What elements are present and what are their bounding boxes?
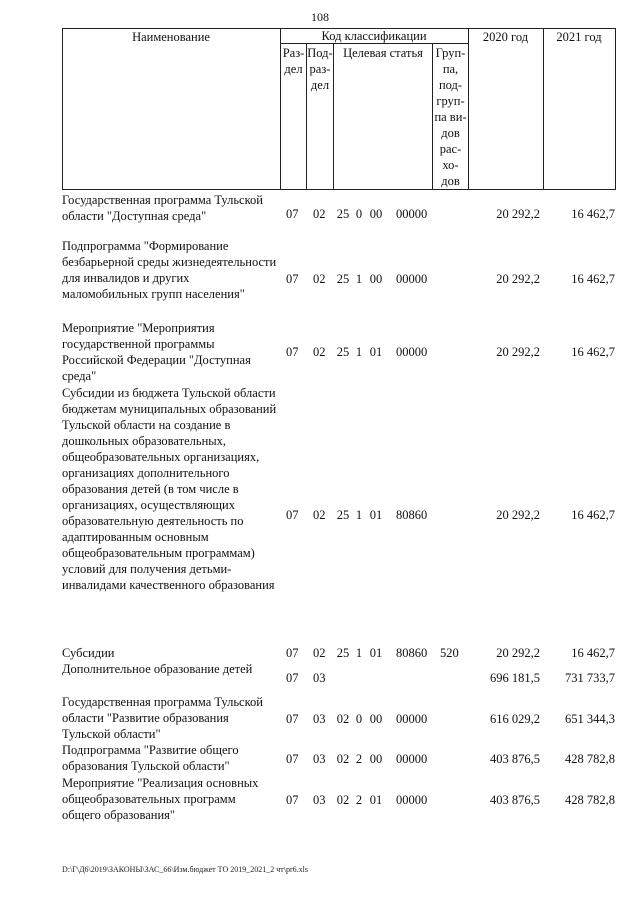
row-target-program: 25 (336, 508, 350, 522)
row-razdel: 07 (286, 752, 299, 766)
row-target-sub: 2 (355, 752, 363, 766)
header-target: Целевая статья (343, 46, 423, 60)
row-target-program: 02 (336, 793, 350, 807)
row-target-sub: 0 (355, 207, 363, 221)
header-vline (62, 28, 63, 190)
row-podrazdel: 02 (313, 345, 326, 359)
row-target-main: 01 (369, 508, 383, 522)
page-number: 108 (311, 10, 329, 24)
row-2021-value: 428 782,8 (565, 793, 615, 807)
row-target-program: 25 (336, 646, 350, 660)
row-podrazdel: 02 (313, 646, 326, 660)
row-2020-value: 696 181,5 (490, 671, 540, 685)
row-razdel: 07 (286, 793, 299, 807)
header-2021: 2021 год (556, 30, 602, 44)
row-2020-value: 20 292,2 (496, 272, 540, 286)
header-vline (615, 28, 616, 190)
row-target-main: 00 (369, 752, 383, 766)
row-target-main: 01 (369, 646, 383, 660)
row-razdel: 07 (286, 272, 299, 286)
row-podrazdel: 03 (313, 671, 326, 685)
header-podrazdel: Под- раз- дел (307, 46, 333, 92)
row-2020-value: 20 292,2 (496, 508, 540, 522)
header-razdel: Раз- дел (282, 46, 305, 76)
row-target-program: 25 (336, 272, 350, 286)
row-target-main: 00 (369, 712, 383, 726)
row-target-program: 02 (336, 712, 350, 726)
row-name: Субсидии (62, 646, 115, 660)
row-target-sub: 1 (355, 272, 363, 286)
row-2021-value: 731 733,7 (565, 671, 615, 685)
table-header (0, 0, 640, 190)
header-vline (333, 43, 334, 190)
row-target-direction: 00000 (396, 752, 428, 766)
row-target-main: 01 (369, 345, 383, 359)
row-target-program: 25 (336, 345, 350, 359)
row-target-sub: 1 (355, 646, 363, 660)
row-target-direction: 00000 (396, 272, 428, 286)
row-target-sub: 2 (355, 793, 363, 807)
row-expense-type: 520 (440, 646, 459, 660)
row-name: Государственная программа Тульской области "Развитие образования Тульской области" (62, 695, 263, 741)
header-bottom-line (62, 189, 615, 190)
row-target-main: 00 (369, 207, 383, 221)
file-path-footer: D:\Г\Д6\2019\ЗАКОНЫ\ЗАС_66\Изм.бюджет ТО 2019_2021_2 чт\рr6.xls (62, 865, 308, 874)
row-target-direction: 80860 (396, 646, 428, 660)
row-name: Государственная программа Тульской области "Доступная среда" (62, 193, 263, 223)
row-2021-value: 16 462,7 (571, 272, 615, 286)
row-target-program: 25 (336, 207, 350, 221)
row-target-direction: 80860 (396, 508, 428, 522)
row-2021-value: 16 462,7 (571, 508, 615, 522)
row-razdel: 07 (286, 712, 299, 726)
header-vline (468, 28, 469, 190)
row-2021-value: 16 462,7 (571, 207, 615, 221)
row-target-direction: 00000 (396, 712, 428, 726)
row-podrazdel: 02 (313, 207, 326, 221)
header-name: Наименование (132, 30, 210, 44)
row-name: Подпрограмма "Формирование безбарьерной среды жизнедеятельности для инвалидов и других маломобильных групп населения" (62, 239, 277, 301)
row-podrazdel: 02 (313, 272, 326, 286)
row-name: Дополнительное образование детей (62, 662, 253, 676)
header-vline (543, 28, 544, 190)
row-2021-value: 16 462,7 (571, 345, 615, 359)
row-2020-value: 20 292,2 (496, 207, 540, 221)
row-podrazdel: 02 (313, 508, 326, 522)
row-podrazdel: 03 (313, 793, 326, 807)
row-target-main: 00 (369, 272, 383, 286)
row-target-direction: 00000 (396, 207, 428, 221)
row-2021-value: 16 462,7 (571, 646, 615, 660)
row-target-main: 01 (369, 793, 383, 807)
row-target-program: 02 (336, 752, 350, 766)
header-2020: 2020 год (482, 30, 529, 44)
row-target-sub: 1 (355, 508, 363, 522)
row-2021-value: 428 782,8 (565, 752, 615, 766)
row-razdel: 07 (286, 646, 299, 660)
row-2020-value: 20 292,2 (496, 646, 540, 660)
row-2020-value: 20 292,2 (496, 345, 540, 359)
row-target-sub: 1 (355, 345, 363, 359)
row-2021-value: 651 344,3 (565, 712, 615, 726)
row-podrazdel: 03 (313, 712, 326, 726)
row-target-direction: 00000 (396, 345, 428, 359)
row-2020-value: 403 876,5 (490, 793, 540, 807)
row-2020-value: 616 029,2 (490, 712, 540, 726)
row-2020-value: 403 876,5 (490, 752, 540, 766)
row-razdel: 07 (286, 508, 299, 522)
header-code: Код классификации (321, 29, 427, 43)
row-target-direction: 00000 (396, 793, 428, 807)
row-razdel: 07 (286, 207, 299, 221)
row-name: Мероприятие "Мероприятия государственной программы Российской Федерации "Доступная среда" (62, 321, 251, 383)
row-name: Субсидии из бюджета Тульской области бюджетам муниципальных образований Тульской области на создание в дошкольных образовательных, общеобразовательных организациях, организациях дополнительного образования детей (в том числе в организациях, осуществляющих образовательную деятельность по адаптированным основным общеобразовательным программам) условий для получения детьми-инвалидами качественного образования (62, 386, 277, 592)
row-podrazdel: 03 (313, 752, 326, 766)
row-name: Мероприятие "Реализация основных общеобразовательных программ общего образования" (62, 776, 259, 822)
row-razdel: 07 (286, 345, 299, 359)
header-vid: Груп- па, под- груп- па ви- дов рас- хо- дов (434, 46, 467, 188)
row-target-sub: 0 (355, 712, 363, 726)
row-razdel: 07 (286, 671, 299, 685)
row-name: Подпрограмма "Развитие общего образования Тульской области" (62, 743, 239, 773)
